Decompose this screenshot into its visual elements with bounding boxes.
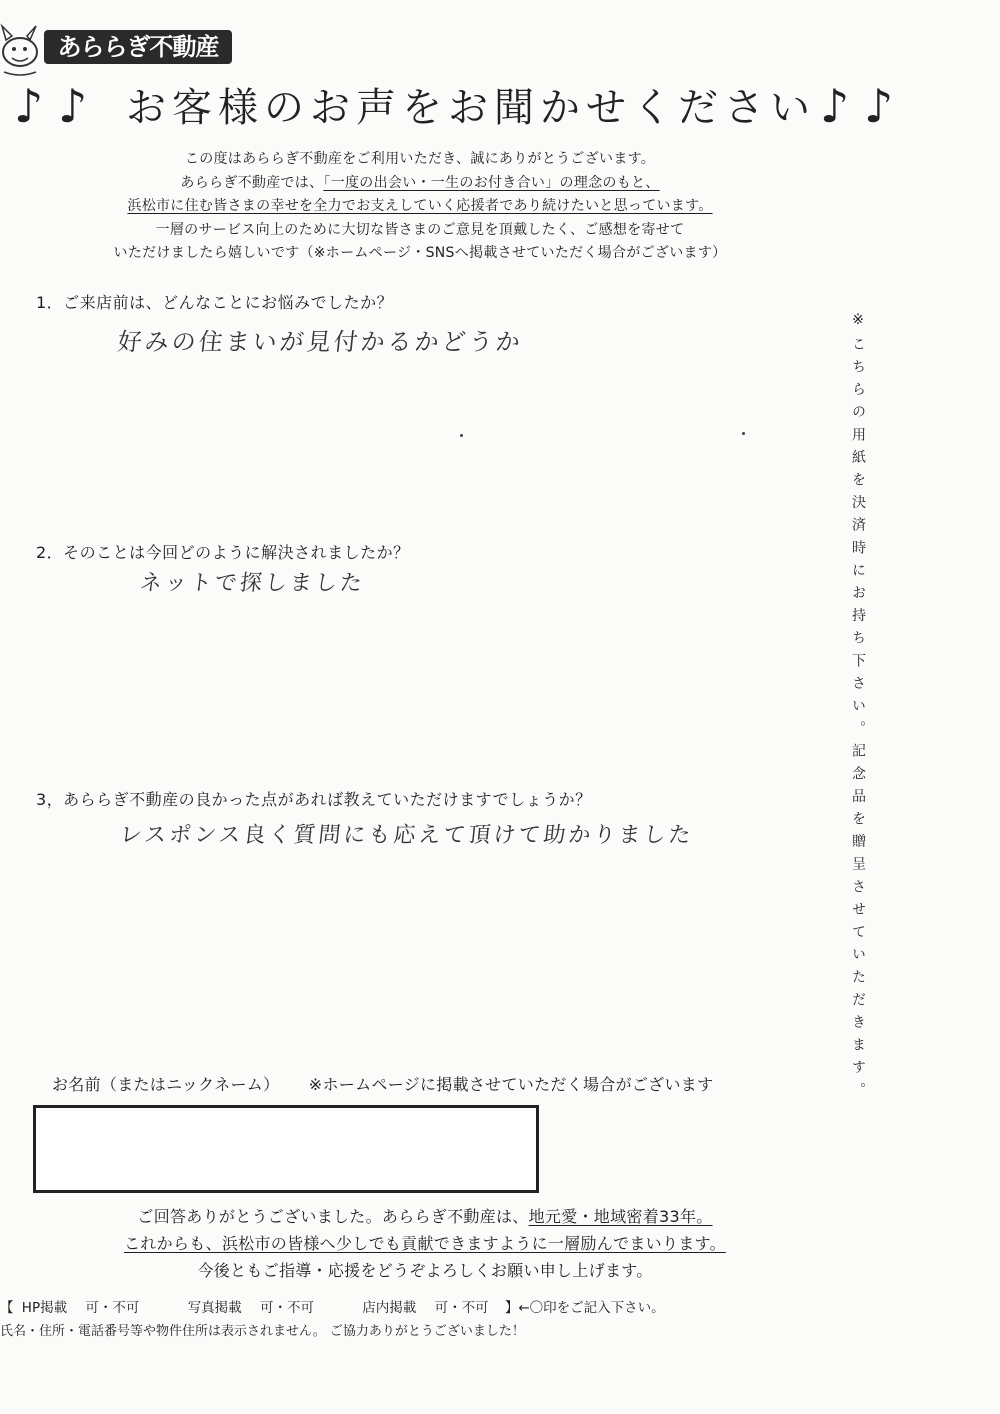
perm-label-hp: HP掲載 [21,1300,68,1316]
closing-line: これからも、浜松市の皆様へ少しでも貢献できますように一層励んでまいります。 [124,1234,726,1253]
name-field[interactable] [33,1105,539,1193]
mascot-icon [0,14,46,80]
perm-label-photo: 写真掲載 [187,1300,242,1316]
question-1: 1．ご来店前は、どんなことにお悩みでしたか？ [36,293,394,312]
scan-speck [742,432,745,435]
name-section-label [52,1072,713,1095]
company-logo: あららぎ不動産 [44,30,232,64]
page-title-row [14,78,914,138]
scan-speck [460,434,463,437]
answer-2: ネットで探しました [138,571,367,596]
closing-line: 今後ともご指導・応援をどうぞよろしくお願い申し上げます。 [197,1261,653,1280]
answer-1: 好みの住まいが見付かるかどうか [116,328,525,356]
music-note-icon: ♪ [864,79,894,133]
music-note-icon: ♪ [58,79,88,133]
publication-permissions [0,1296,665,1316]
page-title: お客様のお声をお聞かせください [126,85,816,131]
intro-line: いただけましたら嬉しいです（※ホームページ・SNSへ掲載させていただく場合がございます） [113,245,727,261]
closing-text: ご回答ありがとうございました。あららぎ不動産は、 [137,1207,529,1226]
perm-option-store[interactable]: 可・不可 [434,1300,489,1316]
perm-option-hp[interactable]: 可・不可 [85,1300,140,1316]
philosophy-text: 「一度の出会い・一生のお付き合い」の理念のもと、 [323,174,660,191]
bracket-open: 【 [0,1300,14,1316]
question-2: 2．そのことは今回どのように解決されましたか？ [36,543,410,562]
name-label: お名前（またはニックネーム） [52,1075,280,1094]
intro-line: この度はあららぎ不動産をご利用いただき、誠にありがとうございます。 [184,151,656,167]
question-3: 3，あららぎ不動産の良かった点があれば教えていただけますでしょうか？ [36,790,592,809]
closing-highlight: 地元愛・地域密着33年。 [528,1207,713,1226]
closing-line [0,1203,850,1230]
intro-line: 一層のサービス向上のために大切な皆さまのご意見を頂戴したく、ご感想を寄せて [155,221,685,238]
music-note-icon: ♪ [14,79,44,133]
perm-option-photo[interactable]: 可・不可 [259,1300,314,1316]
perm-label-store: 店内掲載 [362,1300,417,1316]
closing-message [0,1203,850,1284]
perm-instruction: 】←〇印をご記入下さい。 [504,1300,665,1316]
intro-text: あららぎ不動産では、 [180,174,324,191]
intro-paragraph [0,148,840,266]
intro-line: 浜松市に住む皆さまの幸せを全力でお支えしていく応援者であり続けたいと思っています。 [127,198,713,214]
privacy-disclaimer: 氏名・住所・電話番号等や物件住所は表示されません。 ご協力ありがとうございました！ [0,1324,525,1339]
name-note: ※ホームページに掲載させていただく場合がございます [308,1075,714,1094]
intro-line [0,172,840,196]
music-note-icon: ♪ [820,79,850,133]
answer-3: レスポンス良く質問にも応えて頂けて助かりました [118,823,695,848]
side-note: ※こちらの用紙を決済時にお持ち下さい。記念品を贈呈させていただきます。 [850,312,866,1105]
